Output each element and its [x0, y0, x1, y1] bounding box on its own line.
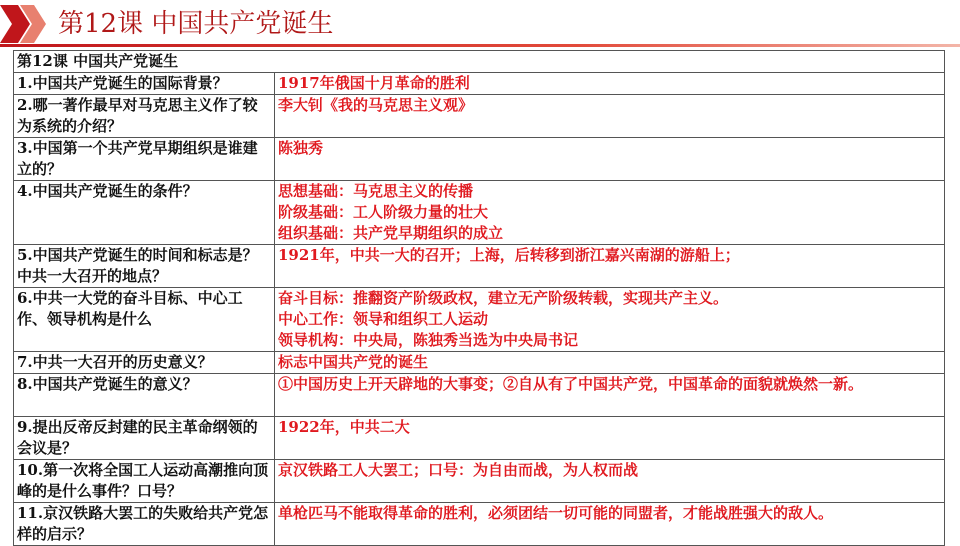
header-divider	[0, 44, 960, 47]
answer-line: 领导机构：中央局，陈独秀当选为中央局书记	[278, 331, 579, 349]
answer-line: 组织基础：共产党早期组织的成立	[278, 224, 504, 242]
table-title: 第12课 中国共产党诞生	[14, 51, 945, 73]
qa-table	[13, 50, 945, 546]
question-cell: 10.第一次将全国工人运动高潮推向顶峰的是什么事件？口号？	[14, 460, 275, 503]
answer-line: 阶级基础：工人阶级力量的壮大	[278, 203, 489, 221]
question-cell: 6.中共一大党的奋斗目标、中心工作、领导机构是什么	[14, 288, 275, 352]
question-cell: 4.中国共产党诞生的条件？	[14, 181, 275, 245]
answer-cell	[275, 245, 945, 288]
table-row	[14, 138, 945, 181]
table-row	[14, 352, 945, 374]
table-row	[14, 374, 945, 417]
table-row	[14, 95, 945, 138]
answer-line: 1922年，中共二大	[278, 418, 410, 436]
table-row	[14, 417, 945, 460]
question-cell: 9.提出反帝反封建的民主革命纲领的会议是？	[14, 417, 275, 460]
answer-cell	[275, 417, 945, 460]
question-cell: 3.中国第一个共产党早期组织是谁建立的？	[14, 138, 275, 181]
answer-line: 1921年，中共一大的召开；上海，后转移到浙江嘉兴南湖的游船上；	[278, 246, 740, 264]
page-title: 第12课 中国共产党诞生	[58, 9, 334, 39]
answer-cell	[275, 288, 945, 352]
table-row	[14, 73, 945, 95]
answer-cell	[275, 503, 945, 546]
answer-cell	[275, 95, 945, 138]
question-cell: 1.中国共产党诞生的国际背景？	[14, 73, 275, 95]
answer-cell	[275, 352, 945, 374]
answer-line: ①中国历史上开天辟地的大事变；②自从有了中国共产党，中国革命的面貌就焕然一新。	[278, 375, 864, 393]
question-cell: 2.哪一著作最早对马克思主义作了较为系统的介绍？	[14, 95, 275, 138]
table-row	[14, 245, 945, 288]
table-row	[14, 503, 945, 546]
answer-line: 京汉铁路工人大罢工；口号：为自由而战，为人权而战	[278, 461, 639, 479]
answer-line: 标志中国共产党的诞生	[278, 353, 429, 371]
answer-line: 李大钊《我的马克思主义观》	[278, 96, 474, 114]
answer-line: 奋斗目标：推翻资产阶级政权，建立无产阶级转载，实现共产主义。	[278, 289, 729, 307]
chevron-decoration-icon	[0, 5, 52, 43]
answer-cell	[275, 460, 945, 503]
table-title-row	[14, 51, 945, 73]
answer-line: 思想基础：马克思主义的传播	[278, 182, 474, 200]
answer-line: 1917年俄国十月革命的胜利	[278, 74, 470, 92]
answer-line: 单枪匹马不能取得革命的胜利，必须团结一切可能的同盟者，才能战胜强大的敌人。	[278, 504, 834, 522]
question-cell: 7.中共一大召开的历史意义？	[14, 352, 275, 374]
answer-line: 陈独秀	[278, 139, 324, 157]
table-row	[14, 288, 945, 352]
table-row	[14, 460, 945, 503]
question-cell: 8.中国共产党诞生的意义？	[14, 374, 275, 417]
answer-line: 中心工作：领导和组织工人运动	[278, 310, 489, 328]
answer-cell	[275, 181, 945, 245]
answer-cell	[275, 374, 945, 417]
answer-cell	[275, 138, 945, 181]
answer-cell	[275, 73, 945, 95]
slide-header	[0, 0, 960, 48]
table-row	[14, 181, 945, 245]
question-cell: 5.中国共产党诞生的时间和标志是？中共一大召开的地点？	[14, 245, 275, 288]
question-cell: 11.京汉铁路大罢工的失败给共产党怎样的启示？	[14, 503, 275, 546]
